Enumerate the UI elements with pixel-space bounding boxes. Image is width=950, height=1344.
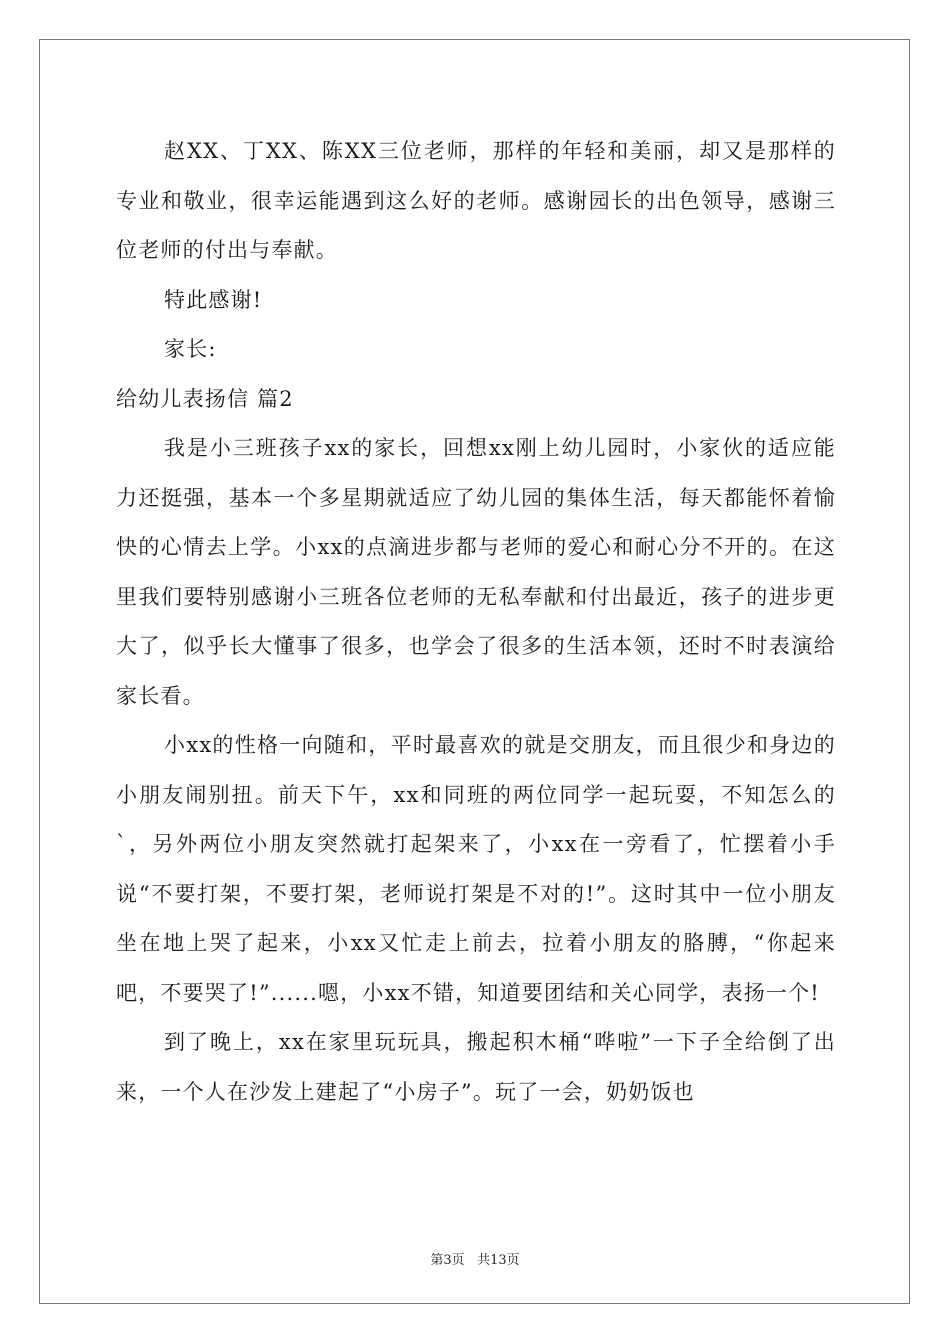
paragraph-1: 赵XX、丁XX、陈XX三位老师，那样的年轻和美丽，却又是那样的专业和敬业，很幸运能遇到这么好的老师。感谢园长的出色领导，感谢三位老师的付出与奉献。 [116,139,836,262]
footer-gap [465,1253,477,1268]
document-body [116,127,836,1117]
paragraph-signature: 家长: [164,337,217,361]
page-total: 共13页 [477,1253,520,1268]
paragraph-4: 到了晚上，xx在家里玩玩具，搬起积木桶“哗啦”一下子全给倒了出来，一个人在沙发上建起了“小房子”。玩了一会，奶奶饭也 [116,1030,836,1104]
paragraph-thanks: 特此感谢! [164,287,263,312]
paragraph-3: 小xx的性格一向随和，平时最喜欢的就是交朋友，而且很少和身边的小朋友闹别扭。前天下午，xx和同班的两位同学一起玩耍，不知怎么的`，另外两位小朋友突然就打起架来了，小xx在一旁看了，忙摆着小手说“不要打架，不要打架，老师说打架是不对的!”。这时其中一位小朋友坐在地上哭了起来，小xx又忙走上前去，拉着小朋友的胳膊，“你起来吧，不要哭了!”......嗯，小xx不错，知道要团结和关心同学，表扬一个! [116,733,836,1005]
page-footer [0,1249,950,1268]
page-number: 第3页 [430,1253,465,1268]
section-heading: 给幼儿表扬信 篇2 [116,386,294,411]
paragraph-2: 我是小三班孩子xx的家长，回想xx刚上幼儿园时，小家伙的适应能力还挺强，基本一个多星期就适应了幼儿园的集体生活，每天都能怀着愉快的心情去上学。小xx的点滴进步都与老师的爱心和耐心分不开的。在这里我们要特别感谢小三班各位老师的无私奉献和付出最近，孩子的进步更大了，似乎长大懂事了很多，也学会了很多的生活本领，还时不时表演给家长看。 [116,436,836,708]
